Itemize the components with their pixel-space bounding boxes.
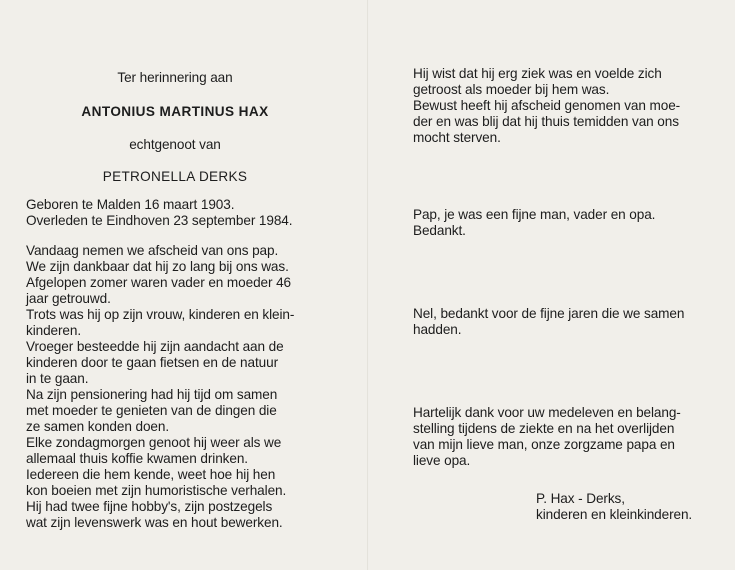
- signature-name: P. Hax - Derks,: [536, 491, 625, 506]
- right-line: der en was blij dat hij thuis temidden van ons: [413, 114, 679, 129]
- body-line: allemaal thuis koffie kwamen drinken.: [26, 451, 248, 466]
- body-line: jaar getrouwd.: [26, 291, 111, 306]
- body-line: Trots was hij op zijn vrouw, kinderen en klein-: [26, 307, 295, 322]
- right-line: Pap, je was een fijne man, vader en opa.: [413, 207, 656, 222]
- right-line: hadden.: [413, 322, 462, 337]
- birth-line: Geboren te Malden 16 maart 1903.: [26, 197, 235, 212]
- body-line: kon boeien met zijn humoristische verhalen.: [26, 483, 287, 498]
- body-line: Vroeger besteedde hij zijn aandacht aan de: [26, 339, 284, 354]
- body-line: in te gaan.: [26, 371, 89, 386]
- spouse-name: PETRONELLA DERKS: [102, 169, 248, 184]
- intro-line: Ter herinnering aan: [117, 70, 233, 85]
- death-line: Overleden te Eindhoven 23 september 1984.: [26, 213, 293, 228]
- right-line: Hij wist dat hij erg ziek was en voelde zich: [413, 66, 662, 81]
- right-line: mocht sterven.: [413, 130, 501, 145]
- body-line: wat zijn levenswerk was en hout bewerken.: [26, 515, 283, 530]
- body-line: Elke zondagmorgen genoot hij weer als we: [26, 435, 282, 450]
- body-line: Hij had twee fijne hobby's, zijn postzegels: [26, 499, 273, 514]
- body-line: Afgelopen zomer waren vader en moeder 46: [26, 275, 292, 290]
- right-line: lieve opa.: [413, 453, 471, 468]
- body-line: kinderen.: [26, 323, 82, 338]
- card-fold: [367, 0, 369, 578]
- right-line: Hartelijk dank voor uw medeleven en belang-: [413, 405, 681, 420]
- right-line: getroost als moeder bij hem was.: [413, 82, 610, 97]
- signature-family: kinderen en kleinkinderen.: [536, 507, 693, 522]
- relation-line: echtgenoot van: [129, 137, 221, 152]
- right-line: Bedankt.: [413, 223, 466, 238]
- body-line: Na zijn pensionering had hij tijd om samen: [26, 387, 278, 402]
- body-line: kinderen door te gaan fietsen en de natuur: [26, 355, 279, 370]
- body-line: We zijn dankbaar dat hij zo lang bij ons was.: [26, 259, 289, 274]
- right-line: stelling tijdens de ziekte en na het overlijden: [413, 421, 675, 436]
- body-line: ze samen konden doen.: [26, 419, 170, 434]
- card-bottom-edge: [0, 570, 735, 578]
- right-line: Nel, bedankt voor de fijne jaren die we samen: [413, 306, 685, 321]
- deceased-name: ANTONIUS MARTINUS HAX: [81, 104, 269, 119]
- right-line: van mijn lieve man, onze zorgzame papa en: [413, 437, 675, 452]
- body-line: Vandaag nemen we afscheid van ons pap.: [26, 243, 279, 258]
- body-line: Iedereen die hem kende, weet hoe hij hen: [26, 467, 276, 482]
- body-line: met moeder te genieten van de dingen die: [26, 403, 277, 418]
- right-line: Bewust heeft hij afscheid genomen van moe-: [413, 98, 681, 113]
